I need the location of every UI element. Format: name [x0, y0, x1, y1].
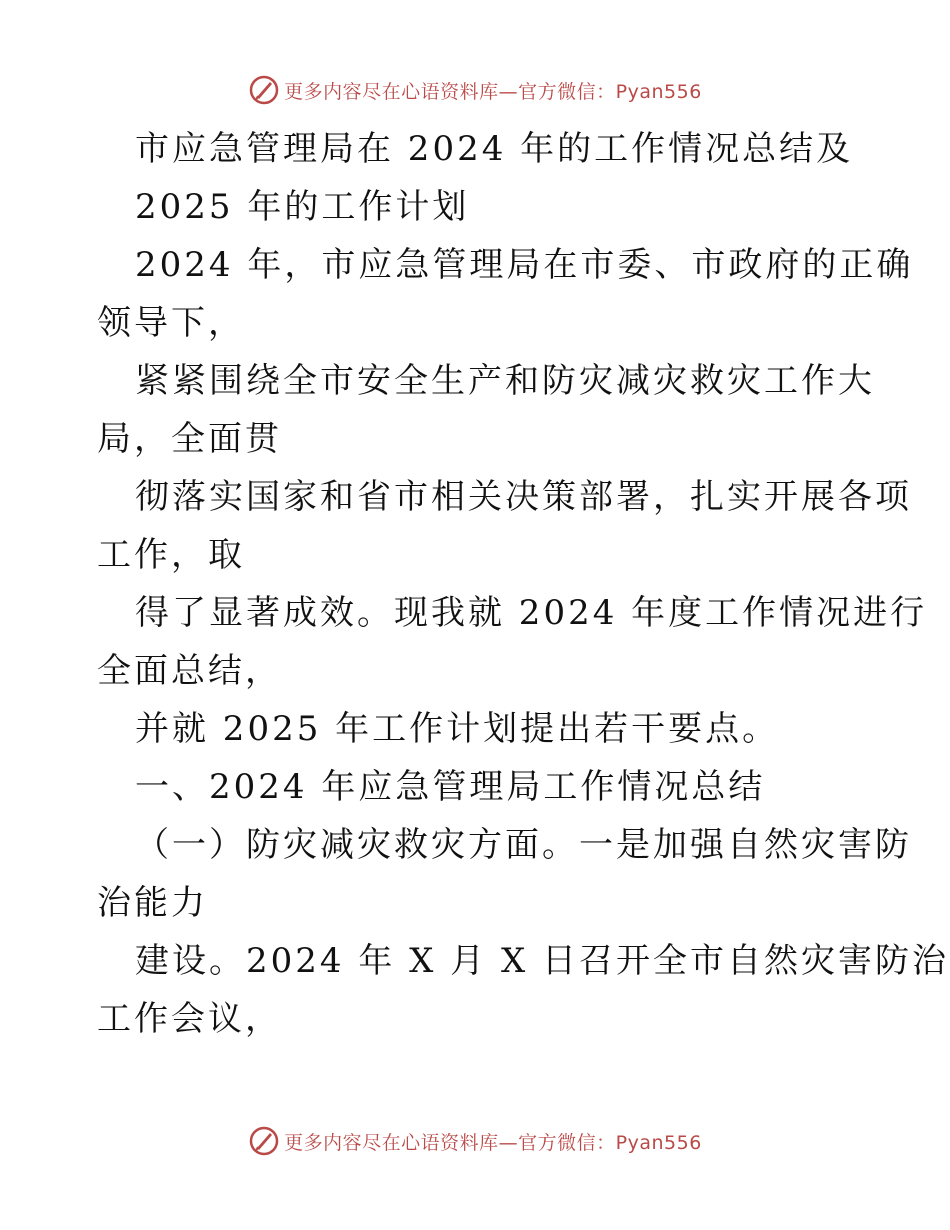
paragraph-line: 紧紧围绕全市安全生产和防灾减灾救灾工作大 — [135, 361, 875, 401]
footer-banner-text: 更多内容尽在心语资料库—官方微信：Pyan556 — [284, 1131, 702, 1154]
feather-pen-logo-icon — [248, 1125, 280, 1157]
paragraph-line: 工作，取 — [97, 535, 245, 575]
title-line-1: 市应急管理局在 2024 年的工作情况总结及 — [135, 129, 854, 169]
paragraph-line: （一）防灾减灾救灾方面。一是加强自然灾害防 — [135, 825, 912, 865]
feather-pen-logo-icon — [248, 74, 280, 106]
paragraph-line: 全面总结， — [97, 651, 282, 691]
paragraph-line: 建设。2024 年 X 月 X 日召开全市自然灾害防治 — [135, 941, 949, 981]
paragraph-line: 工作会议， — [97, 999, 282, 1039]
paragraph-line: 得了显著成效。现我就 2024 年度工作情况进行 — [135, 593, 928, 633]
header-banner-text: 更多内容尽在心语资料库—官方微信：Pyan556 — [284, 80, 702, 103]
paragraph-line: 治能力 — [97, 883, 208, 923]
paragraph-line: 彻落实国家和省市相关决策部署，扎实开展各项 — [135, 477, 912, 517]
paragraph-line: 2024 年，市应急管理局在市委、市政府的正确 — [135, 245, 914, 285]
title-line-2: 2025 年的工作计划 — [135, 187, 470, 227]
paragraph-line: 领导下， — [97, 303, 245, 343]
document-body — [97, 120, 949, 1048]
footer-banner — [0, 1121, 950, 1161]
section-heading: 一、2024 年应急管理局工作情况总结 — [135, 767, 766, 807]
paragraph-line: 局，全面贯 — [97, 419, 282, 459]
header-banner — [0, 70, 950, 110]
paragraph-line: 并就 2025 年工作计划提出若干要点。 — [135, 709, 780, 749]
